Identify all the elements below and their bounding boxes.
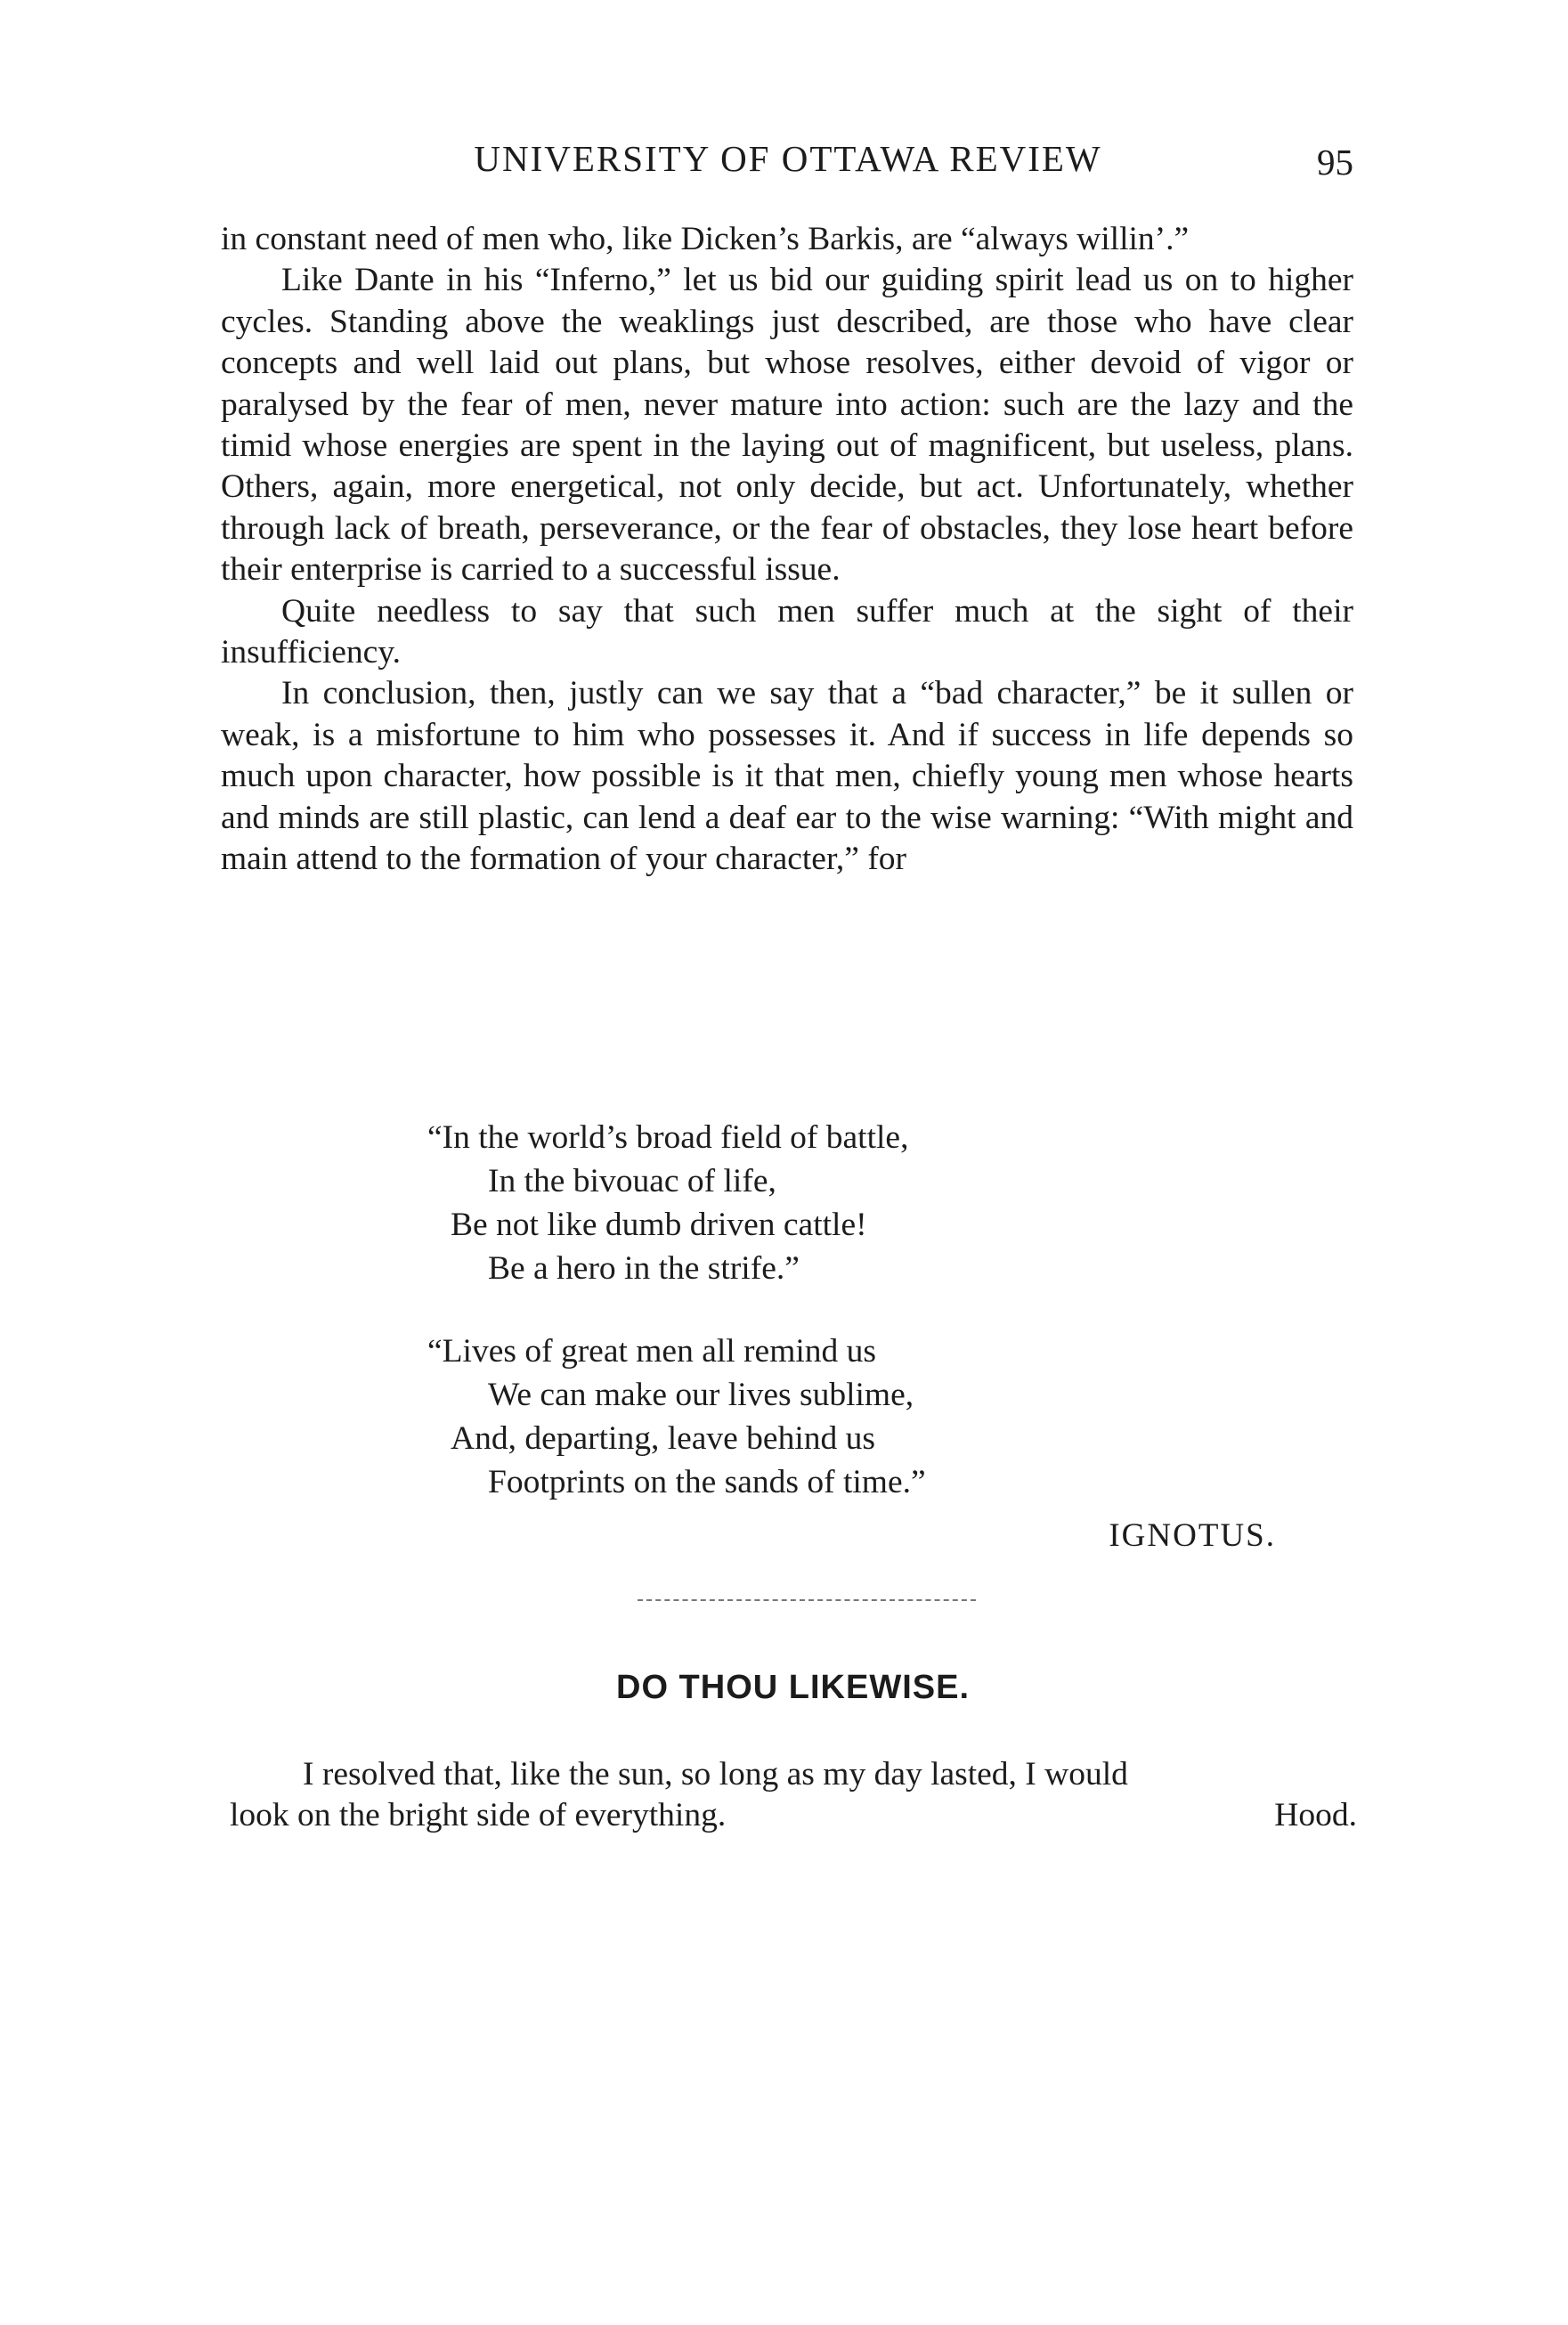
poem-line: And, departing, leave behind us — [451, 1420, 875, 1457]
paragraph: Quite needless to say that such men suffer much at the sight of their insufficiency. — [221, 592, 1353, 671]
paragraph: Like Dante in his “Inferno,” let us bid our guiding spirit lead us on to higher cycles. Standing above the weaklings just described, are those who have clear concepts and well laid out plans, but whose resolves, either devoid of vigor or paralysed by the fear of men, never mature into action: such are the lazy and the timid whose energies are spent in the laying out of magnificent, but useless, plans. Others, again, more energetical, not only decide, but act. Unfortunately, whether through lack of breath, perseverance, or the fear of obstacles, they lose heart before their enterprise is carried to a successful issue. — [221, 262, 1353, 589]
poem-line: Footprints on the sands of time.” — [488, 1464, 926, 1500]
quote-author: Hood. — [1274, 1797, 1357, 1833]
quote-text: I resolved that, like the sun, so long as my day lasted, I would — [303, 1756, 1128, 1793]
article-body — [221, 219, 1353, 881]
poem-line: Be a hero in the strife.” — [488, 1250, 800, 1287]
section-divider — [638, 1599, 976, 1603]
quote-line-2 — [230, 1795, 1357, 1836]
poem-line: In the bivouac of life, — [488, 1163, 776, 1199]
page-number: 95 — [1317, 142, 1353, 183]
quote-line-1 — [230, 1754, 1357, 1795]
quote-text: look on the bright side of everything. — [230, 1797, 727, 1833]
poem-line: We can make our lives sublime, — [488, 1377, 914, 1413]
poem-stanza-2 — [427, 1329, 1068, 1504]
poem-line: “In the world’s broad field of battle, — [427, 1119, 909, 1156]
poem-line: “Lives of great men all remind us — [427, 1333, 876, 1370]
author-signature: IGNOTUS. — [1109, 1517, 1276, 1554]
poem-line: Be not like dumb driven cattle! — [451, 1207, 867, 1243]
section-heading: DO THOU LIKEWISE. — [616, 1669, 970, 1706]
journal-title: UNIVERSITY OF OTTAWA REVIEW — [474, 138, 1102, 179]
paragraph-continuation: in constant need of men who, like Dicken’s Barkis, are “always willin’.” — [221, 221, 1190, 257]
running-header — [223, 132, 1353, 185]
paragraph: In conclusion, then, justly can we say that a “bad character,” be it sullen or weak, is a misfortune to him who possesses it. And if success in life depends so much upon character, how possible is it that men, chiefly young men whose hearts and minds are still plastic, can lend a deaf ear to the wise warning: “With might and main attend to the formation of your character,” for — [221, 675, 1353, 878]
poem-stanza-1 — [427, 1116, 1068, 1290]
